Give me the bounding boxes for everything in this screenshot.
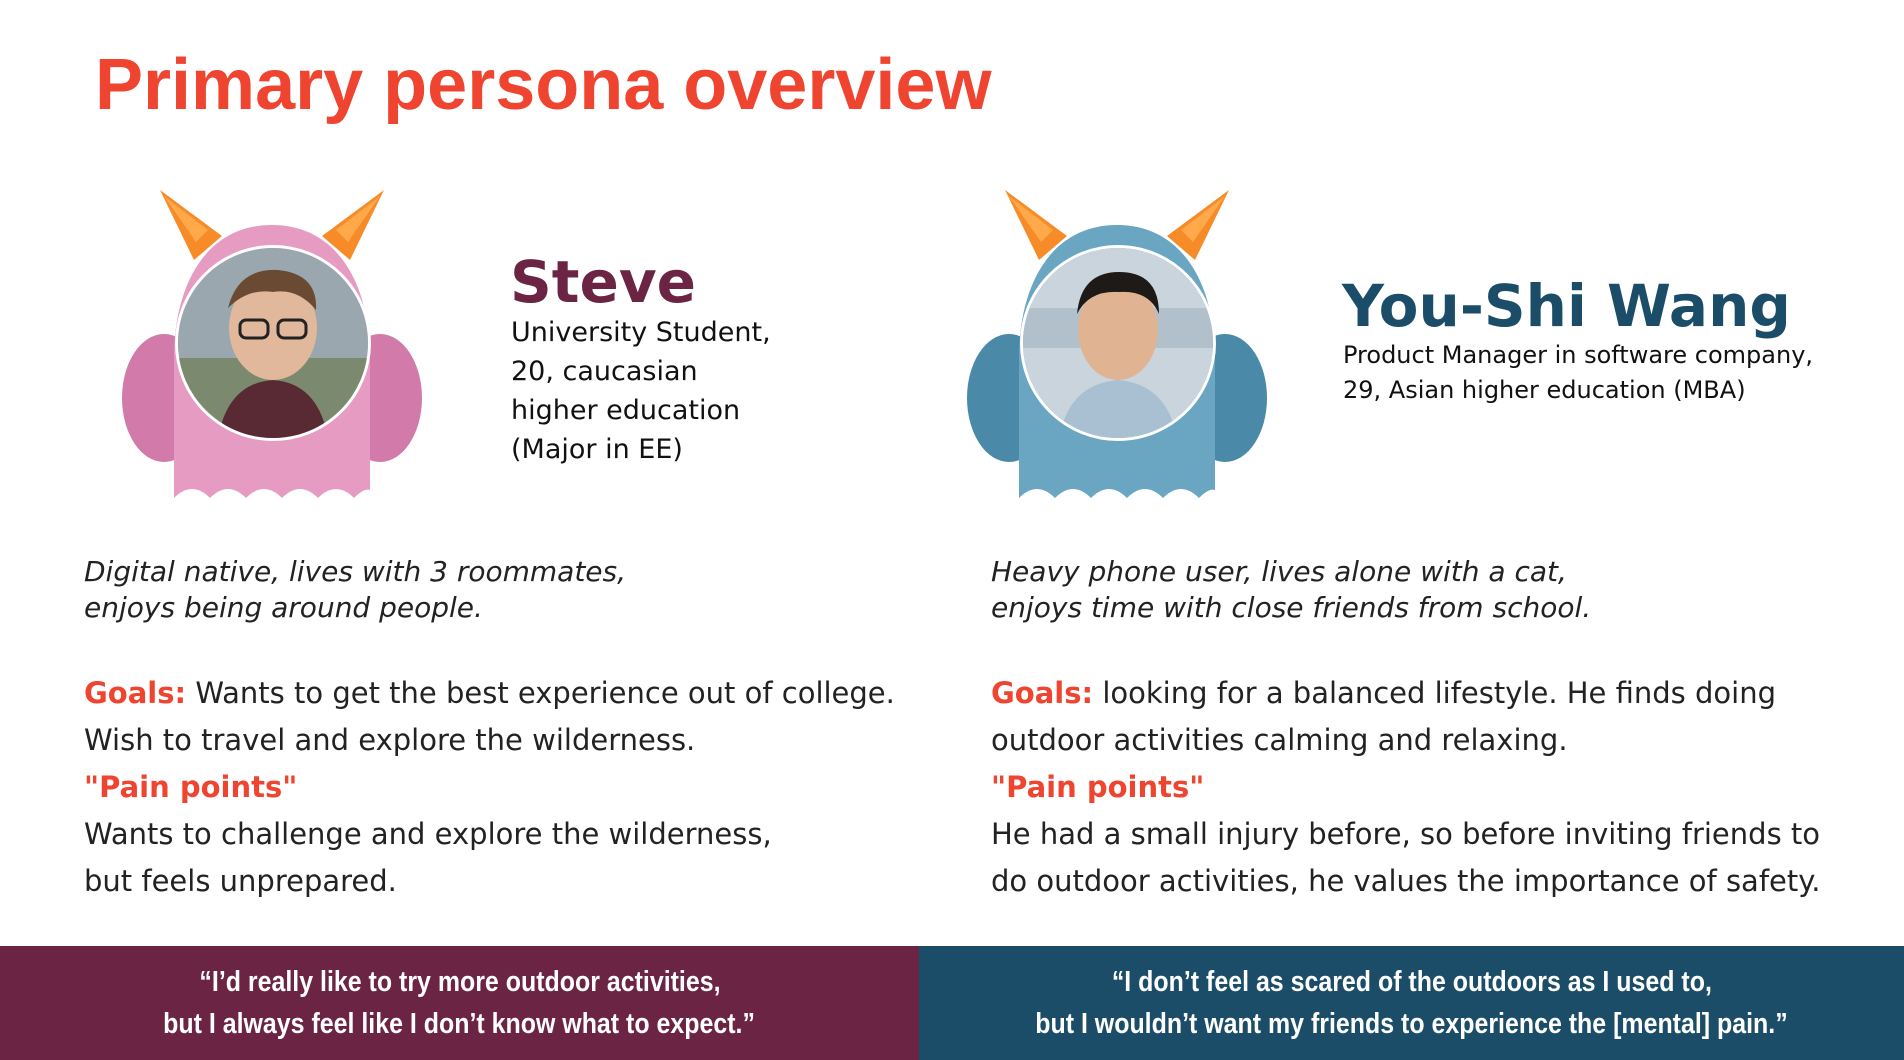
page-title: Primary persona overview — [95, 45, 992, 125]
goals-text: Wants to get the best experience out of college. — [195, 676, 895, 710]
goals-text: Wish to travel and explore the wilderness. — [84, 723, 696, 757]
persona-name: You-Shi Wang — [1342, 272, 1791, 340]
steve-quote-banner — [0, 946, 919, 1060]
persona-description — [84, 554, 964, 626]
quote-line: but I wouldn’t want my friends to experience the [mental] pain.” — [1035, 1008, 1788, 1040]
quote-line: “I don’t feel as scared of the outdoors as I used to, — [1111, 966, 1712, 998]
steve-photo — [175, 245, 371, 441]
pain-points-label: "Pain points" — [84, 770, 298, 804]
you-shi-photo — [1020, 245, 1216, 441]
description-line: enjoys time with close friends from school. — [991, 591, 1592, 624]
goals-text: looking for a balanced lifestyle. He finds doing — [1102, 676, 1776, 710]
persona-details — [84, 670, 964, 905]
pain-points-text: Wants to challenge and explore the wilderness, — [84, 817, 772, 851]
role-line: higher education — [511, 395, 741, 426]
pain-points-text: He had a small injury before, so before inviting friends to — [991, 817, 1821, 851]
pain-points-text: do outdoor activities, he values the importance of safety. — [991, 864, 1821, 898]
description-line: enjoys being around people. — [84, 591, 483, 624]
role-line: 29, Asian higher education (MBA) — [1343, 376, 1746, 404]
description-line: Digital native, lives with 3 roommates, — [84, 555, 627, 588]
pain-points-text: but feels unprepared. — [84, 864, 397, 898]
goals-line — [84, 670, 964, 717]
persona-name: Steve — [510, 248, 696, 316]
persona-role — [511, 313, 771, 469]
role-line: Product Manager in software company, — [1343, 341, 1814, 369]
goals-line — [991, 670, 1871, 717]
goals-label: Goals: — [84, 676, 187, 710]
pain-points-label: "Pain points" — [991, 770, 1205, 804]
quote-line: “I’d really like to try more outdoor activities, — [198, 966, 721, 998]
persona-role — [1343, 338, 1813, 408]
goals-text: outdoor activities calming and relaxing. — [991, 723, 1568, 757]
description-line: Heavy phone user, lives alone with a cat, — [991, 555, 1567, 588]
role-line: University Student, — [511, 317, 771, 348]
persona-details — [991, 670, 1871, 905]
persona-description — [991, 554, 1871, 626]
role-line: 20, caucasian — [511, 356, 698, 387]
you-shi-quote-banner — [919, 946, 1904, 1060]
goals-label: Goals: — [991, 676, 1094, 710]
role-line: (Major in EE) — [511, 434, 683, 465]
quote-line: but I always feel like I don’t know what to expect.” — [163, 1008, 756, 1040]
